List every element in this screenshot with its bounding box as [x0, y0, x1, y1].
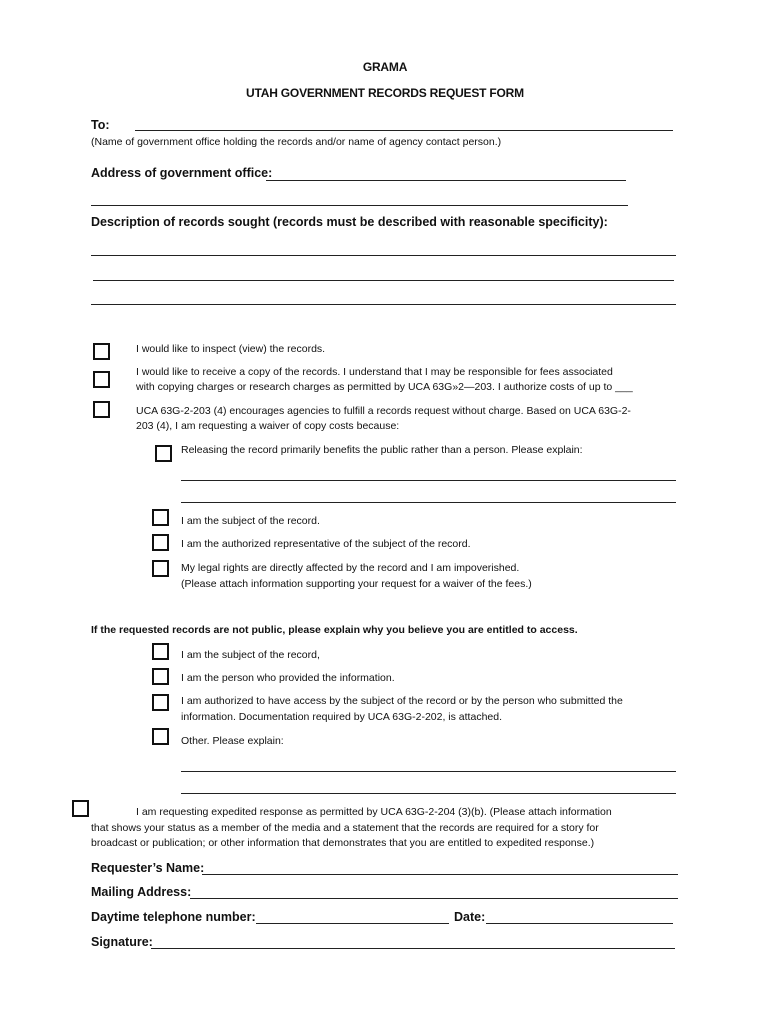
inspect-label: I would like to inspect (view) the records.	[136, 343, 326, 355]
waiver-label-line1: UCA 63G-2-203 (4) encourages agencies to fulfill a records request without charge. Based on UCA 63G-2-	[136, 405, 631, 417]
waiver-impoverished-line2: (Please attach information supporting your request for a waiver of the fees.)	[181, 578, 532, 590]
mailing-address-label: Mailing Address:	[91, 885, 192, 899]
phone-field[interactable]	[256, 923, 449, 924]
address-label: Address of government office:	[91, 166, 273, 180]
to-note: (Name of government office holding the records and/or name of agency contact person.)	[91, 136, 502, 148]
expedited-checkbox[interactable]	[72, 800, 89, 817]
address-field-line2[interactable]	[91, 205, 628, 206]
expedited-line3: broadcast or publication; or other information that demonstrates that you are entitled to expedited response.)	[91, 837, 595, 849]
public-benefit-checkbox[interactable]	[155, 445, 172, 462]
inspect-checkbox[interactable]	[93, 343, 110, 360]
public-benefit-explain-line2[interactable]	[181, 502, 676, 503]
requester-name-label: Requester’s Name:	[91, 861, 205, 875]
mailing-address-field[interactable]	[190, 898, 678, 899]
description-field-line2[interactable]	[93, 280, 674, 281]
access-subject-checkbox[interactable]	[152, 643, 169, 660]
date-label: Date:	[454, 910, 486, 924]
access-authorized-line1: I am authorized to have access by the subject of the record or by the person who submitted the	[181, 695, 623, 707]
to-field[interactable]	[135, 130, 673, 131]
access-authorized-checkbox[interactable]	[152, 694, 169, 711]
waiver-label-line2: 203 (4), I am requesting a waiver of copy costs because:	[136, 420, 400, 432]
date-field[interactable]	[486, 923, 673, 924]
form-title: GRAMA	[362, 60, 408, 74]
requester-name-field[interactable]	[202, 874, 678, 875]
description-field-line1[interactable]	[91, 255, 676, 256]
waiver-subject-label: I am the subject of the record.	[181, 515, 320, 527]
description-label: Description of records sought (records must be described with reasonable specificity):	[91, 215, 608, 229]
public-benefit-explain-line1[interactable]	[181, 480, 676, 481]
waiver-impoverished-checkbox[interactable]	[152, 560, 169, 577]
access-provider-label: I am the person who provided the information.	[181, 672, 395, 684]
other-explain-line1[interactable]	[181, 771, 676, 772]
waiver-checkbox[interactable]	[93, 401, 110, 418]
access-other-checkbox[interactable]	[152, 728, 169, 745]
signature-label: Signature:	[91, 935, 153, 949]
access-subject-label: I am the subject of the record,	[181, 649, 320, 661]
copy-label-line1: I would like to receive a copy of the records. I understand that I may be responsible for fees associated	[136, 366, 613, 378]
address-field[interactable]	[266, 180, 626, 181]
other-explain-line2[interactable]	[181, 793, 676, 794]
description-field-line3[interactable]	[91, 304, 676, 305]
waiver-representative-label: I am the authorized representative of the subject of the record.	[181, 538, 471, 550]
access-authorized-line2: information. Documentation required by UCA 63G-2-202, is attached.	[181, 711, 503, 723]
to-label: To:	[91, 118, 110, 132]
access-other-label: Other. Please explain:	[181, 735, 284, 747]
form-subtitle: UTAH GOVERNMENT RECORDS REQUEST FORM	[246, 86, 524, 100]
access-provider-checkbox[interactable]	[152, 668, 169, 685]
expedited-line1: I am requesting expedited response as permitted by UCA 63G-2-204 (3)(b). (Please attach information	[136, 806, 612, 818]
phone-label: Daytime telephone number:	[91, 910, 256, 924]
waiver-subject-checkbox[interactable]	[152, 509, 169, 526]
copy-checkbox[interactable]	[93, 371, 110, 388]
signature-field[interactable]	[151, 948, 675, 949]
waiver-representative-checkbox[interactable]	[152, 534, 169, 551]
expedited-line2: that shows your status as a member of the media and a statement that the records are required for a story for	[91, 822, 599, 834]
waiver-impoverished-line1: My legal rights are directly affected by the record and I am impoverished.	[181, 562, 520, 574]
copy-label-line2: with copying charges or research charges as permitted by UCA 63G»2—203. I authorize costs of up to ___	[136, 381, 633, 393]
not-public-heading: If the requested records are not public, please explain why you believe you are entitled to access.	[91, 624, 578, 636]
public-benefit-label: Releasing the record primarily benefits the public rather than a person. Please explain:	[181, 444, 583, 456]
